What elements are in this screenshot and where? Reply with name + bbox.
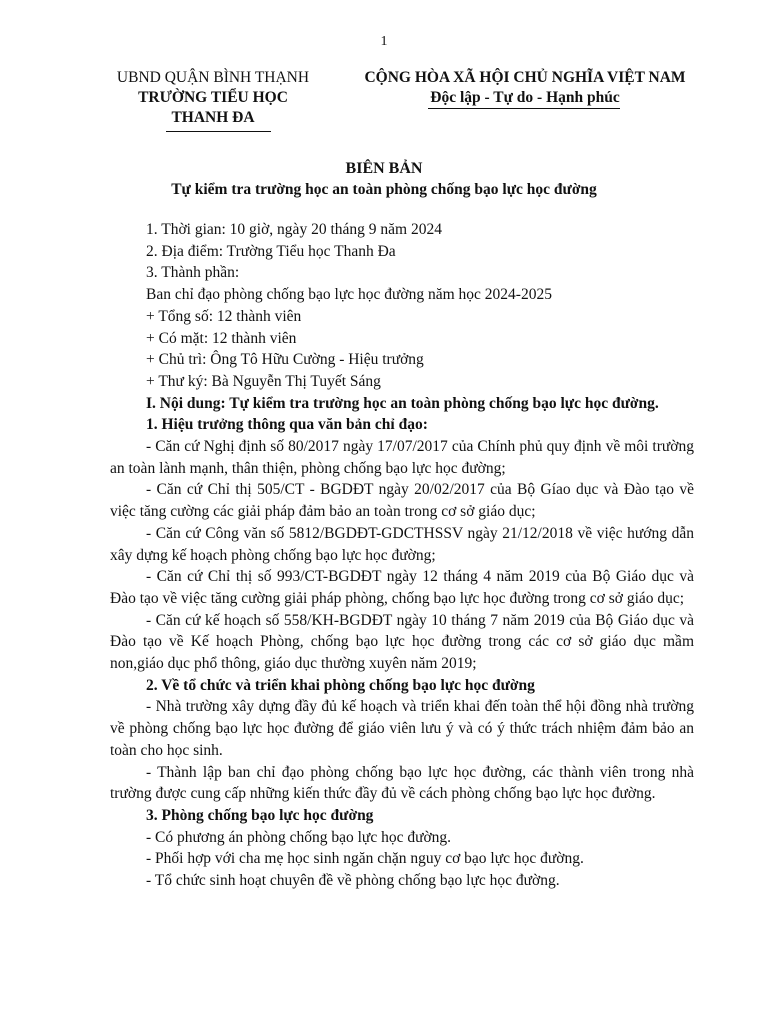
issuer-block <box>98 68 328 128</box>
info-total: + Tổng số: 12 thành viên <box>146 307 302 325</box>
info-present: + Có mặt: 12 thành viên <box>146 329 297 347</box>
section-heading: I. Nội dung: Tự kiểm tra trường học an toàn phòng chống bạo lực học đường. <box>146 394 659 412</box>
info-members-heading: 3. Thành phần: <box>146 264 240 282</box>
issuer-underline <box>166 131 271 132</box>
issuer-school-line1: TRƯỜNG TIỂU HỌC <box>138 89 288 106</box>
national-title: CỘNG HÒA XÃ HỘI CHỦ NGHĨA VIỆT NAM <box>364 69 686 86</box>
subsection-1-item: - Căn cứ kế hoạch số 558/KH-BGDĐT ngày 10 tháng 7 năm 2019 của Bộ Giáo dục và Đào tạo về Kế hoạch Phòng, chống bạo lực học đường trong các cơ sở giáo dục mầm non,giáo dục phổ thông, giáo dục thường xuyên năm 2019; <box>110 611 694 673</box>
document-body <box>110 219 694 892</box>
info-chair: + Chủ trì: Ông Tô Hữu Cường - Hiệu trưởng <box>146 351 424 369</box>
national-header <box>340 68 710 108</box>
page-number: 1 <box>380 34 388 49</box>
document-subtitle: Tự kiểm tra trường học an toàn phòng chống bạo lực học đường <box>171 181 597 198</box>
subsection-2-item: - Thành lập ban chỉ đạo phòng chống bạo lực học đường, các thành viên trong nhà trường được cung cấp những kiến thức đầy đủ về cách phòng chống bạo lực học đường. <box>110 763 694 803</box>
info-secretary: + Thư ký: Bà Nguyễn Thị Tuyết Sáng <box>146 372 381 390</box>
subsection-1-item: - Căn cứ Nghị định số 80/2017 ngày 17/07/2017 của Chính phủ quy định về môi trường an toàn lành mạnh, thân thiện, phòng chống bạo lực học đường; <box>110 438 694 477</box>
info-committee: Ban chỉ đạo phòng chống bạo lực học đường năm học 2024-2025 <box>146 286 552 304</box>
subsection-3-item: - Có phương án phòng chống bạo lực học đường. <box>146 828 452 846</box>
subsection-1-heading: 1. Hiệu trưởng thông qua văn bản chỉ đạo: <box>146 416 428 434</box>
motto-underline <box>428 108 620 109</box>
issuer-district: UBND QUẬN BÌNH THẠNH <box>116 69 310 86</box>
document-title: BIÊN BẢN <box>345 160 423 177</box>
subsection-2-heading: 2. Về tổ chức và triển khai phòng chống bạo lực học đường <box>146 676 535 694</box>
info-time: 1. Thời gian: 10 giờ, ngày 20 tháng 9 năm 2024 <box>146 221 442 238</box>
national-motto: Độc lập - Tự do - Hạnh phúc <box>430 89 620 106</box>
subsection-3-item: - Phối hợp với cha mẹ học sinh ngăn chặn nguy cơ bạo lực học đường. <box>146 850 584 868</box>
subsection-1-item: - Căn cứ Chỉ thị số 993/CT-BGDĐT ngày 12 tháng 4 năm 2019 của Bộ Giáo dục và Đào tạo về việc tăng cường giải pháp phòng, chống bạo lực học đường trong cơ sở giáo dục; <box>110 568 694 607</box>
issuer-school-line2: THANH ĐA <box>171 109 255 126</box>
subsection-1-item: - Căn cứ Chỉ thị 505/CT - BGDĐT ngày 20/02/2017 của Bộ Gíao dục và Đào tạo về việc tăng cường các giải pháp đảm bảo an toàn trong cơ sở giáo dục; <box>110 481 694 521</box>
subsection-3-heading: 3. Phòng chống bạo lực học đường <box>146 806 374 824</box>
subsection-1-item: - Căn cứ Công văn số 5812/BGDĐT-GDCTHSSV ngày 21/12/2018 về việc hướng dẫn xây dựng kế hoạch phòng chống bạo lực học đường; <box>110 524 694 564</box>
subsection-2-item: - Nhà trường xây dựng đầy đủ kế hoạch và triển khai đến toàn thể hội đồng nhà trường về phòng chống bạo lực học đường để giáo viên lưu ý và có ý thức trách nhiệm đảm bảo an toàn cho học sinh. <box>110 698 694 759</box>
subsection-3-item: - Tổ chức sinh hoạt chuyên đề về phòng chống bạo lực học đường. <box>146 872 560 890</box>
info-place: 2. Địa điểm: Trường Tiểu học Thanh Đa <box>146 242 396 260</box>
